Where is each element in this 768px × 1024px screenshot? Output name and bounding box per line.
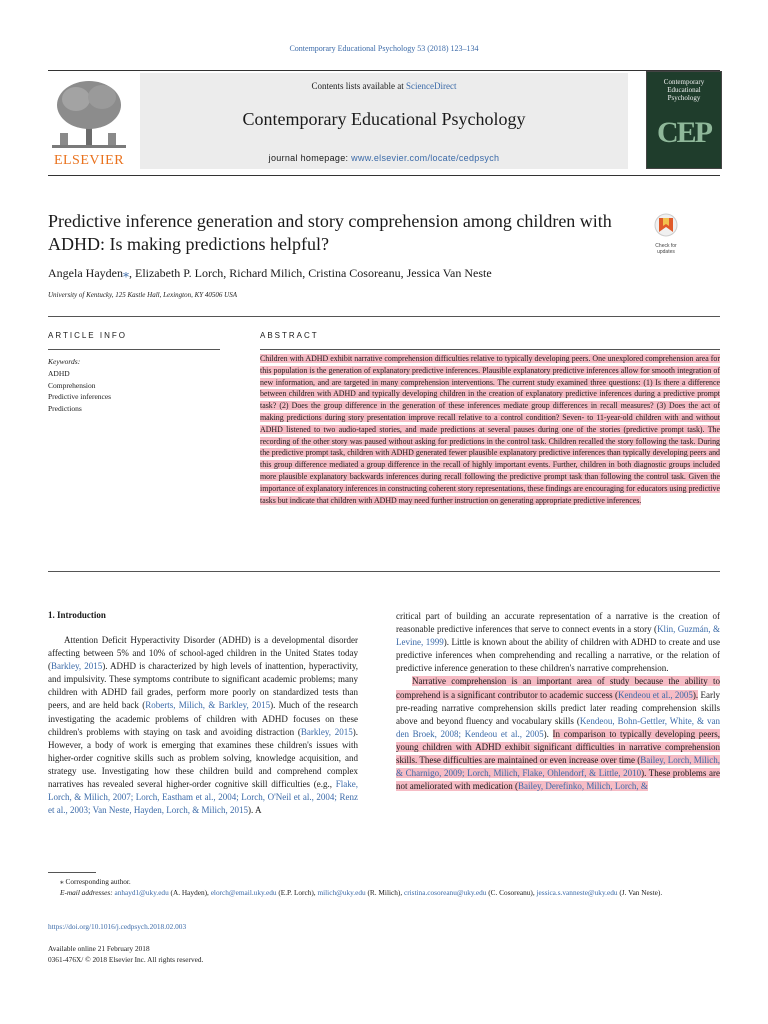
affiliation: University of Kentucky, 125 Kastle Hall, Lexington, KY 40506 USA: [48, 291, 237, 299]
citation-link[interactable]: Barkley, 2015: [300, 726, 353, 737]
keywords-block: [48, 356, 111, 415]
intro-paragraph: [396, 675, 720, 793]
badge-label-1: Check for: [655, 243, 677, 249]
keywords-label: Keywords:: [48, 357, 81, 366]
email-owner: (J. Van Neste).: [617, 888, 663, 897]
footnote-rule: [48, 872, 96, 873]
email-link[interactable]: milich@uky.edu: [317, 888, 366, 897]
text-run: ). A: [248, 805, 262, 816]
keyword: Comprehension: [48, 380, 96, 390]
citation-link[interactable]: Kendeou, Bohn-Gettler, White, & van den Broek, 2008; Kendeou et al., 2005: [396, 715, 720, 739]
email-owner: (R. Milich),: [365, 888, 404, 897]
text-run: ). Much of the research investigating the academic problems of children with ADHD focuses on these children's problems with staying on task and avoiding distraction (: [48, 700, 358, 737]
email-list: [48, 887, 720, 898]
keyword: Predictive inferences: [48, 392, 112, 402]
email-owner: (E.P. Lorch),: [276, 888, 318, 897]
email-link[interactable]: elorch@email.uky.edu: [210, 888, 277, 897]
citation-link[interactable]: Bailey, Derefinko, Milich, Lorch, &: [517, 781, 648, 792]
corresponding-mark[interactable]: ⁎: [122, 266, 129, 280]
journal-banner: [140, 73, 628, 169]
email-link[interactable]: anhayd1@uky.edu: [114, 888, 169, 897]
text-run: In comparison to typically developing peers, young children with ADHD exhibit significant difficulties in narrative comprehension skills. These difficulties are maintained or even increase over time (: [396, 728, 720, 766]
cover-abbrev: CEP: [657, 116, 711, 149]
publisher-name: ELSEVIER: [53, 153, 125, 168]
citation-link[interactable]: Klin, Guzmán, & Levine, 1999: [396, 624, 720, 648]
corresponding-note: ⁎ Corresponding author.: [60, 877, 131, 886]
citation-link[interactable]: Flake, Lorch, & Milich, 2007; Lorch, Eastham et al., 2004; Lorch, O'Neil et al., 2004; Renz et al., 2003; Van Neste, Hayden, Lorch, & Milich, 2015: [48, 779, 358, 816]
citation-link[interactable]: Roberts, Milich, & Barkley, 2015: [145, 700, 271, 711]
contents-line: [140, 81, 628, 91]
elsevier-logo: [48, 75, 130, 167]
divider: [48, 316, 720, 317]
keyword: ADHD: [48, 368, 70, 378]
author-rest: , Elizabeth P. Lorch, Richard Milich, Cristina Cosoreanu, Jessica Van Neste: [128, 266, 492, 280]
journal-reference[interactable]: Contemporary Educational Psychology 53 (2018) 123–134: [289, 44, 479, 53]
text-run: ).: [692, 689, 699, 700]
divider: [260, 349, 720, 350]
bookmark-icon: [646, 212, 686, 238]
homepage-label: journal homepage:: [268, 153, 349, 163]
email-link[interactable]: cristina.cosoreanu@uky.edu: [403, 888, 487, 897]
abstract-header: ABSTRACT: [260, 331, 319, 340]
text-run: ). However, a body of work is emerging that examines these children's issues with higher-order cognitive skills such as problem solving, knowledge acquisition, and strategy use. Investigating how these children build and comprehend complex narratives has revealed several higher-order cognitive skill difficulties (e.g.,: [48, 726, 358, 790]
text-run: ). ADHD is characterized by high levels of inattention, hyperactivity, and impulsivity. These symptoms contribute to significant academic problems; many children with ADHD fail grades, perform more poorly on standardized tests than peers, and are held back (: [48, 661, 358, 711]
available-online: Available online 21 February 2018: [48, 944, 150, 953]
footnotes: [48, 876, 720, 898]
elsevier-tree-icon: [48, 75, 130, 153]
text-run: ). These problems are not ameliorated with medication (: [396, 768, 721, 792]
divider: [48, 571, 720, 572]
keyword: Predictions: [48, 404, 82, 414]
intro-paragraph: [396, 610, 720, 675]
journal-header: [48, 70, 720, 176]
contents-prefix: Contents lists available at: [311, 81, 404, 91]
homepage-link[interactable]: www.elsevier.com/locate/cedpsych: [351, 153, 500, 163]
text-run: Attention Deficit Hyperactivity Disorder (ADHD) is a developmental disorder affecting between 5% and 10% of school-aged children in the United States today (: [48, 635, 358, 672]
text-run: critical part of building an accurate representation of a narrative is the creation of reasonable predictive inferences that serve to connect events in a story (: [396, 611, 720, 635]
check-for-updates-badge[interactable]: [646, 212, 686, 255]
citation-link[interactable]: Barkley, 2015: [51, 661, 103, 672]
abstract-text: [260, 353, 720, 506]
copyright: 0361-476X/ © 2018 Elsevier Inc. All rights reserved.: [48, 955, 204, 964]
cover-title: Contemporary Educational Psychology: [663, 78, 705, 102]
article-info-header: ARTICLE INFO: [48, 331, 127, 340]
citation-link[interactable]: Bailey, Lorch, Milich, & Charnigo, 2009; Lorch, Milich, Flake, Ohlendorf, & Little, 2010: [396, 755, 720, 779]
intro-column-right: [396, 610, 720, 793]
email-owner: (C. Cosoreanu),: [486, 888, 537, 897]
text-run: ). Little is known about the ability of children with ADHD to create and use predictive inferences when comprehending and recalling a narrative, or the relation of predictive inference generation to these children's narrative comprehension.: [396, 637, 720, 674]
email-link[interactable]: jessica.s.vanneste@uky.edu: [536, 888, 618, 897]
intro-paragraph: [48, 634, 358, 817]
divider: [48, 349, 220, 350]
text-run: ).: [543, 728, 553, 739]
badge-label-2: updates: [657, 249, 675, 255]
citation-link[interactable]: Kendeou et al., 2005: [617, 689, 693, 700]
email-label: E-mail addresses:: [60, 888, 113, 897]
author-list: [48, 266, 688, 281]
doi-link[interactable]: https://doi.org/10.1016/j.cedpsych.2018.02.003: [48, 922, 187, 931]
article-title: Predictive inference generation and story comprehension among children with ADHD: Is making predictions helpful?: [48, 211, 612, 254]
journal-cover[interactable]: [646, 71, 722, 169]
journal-title: Contemporary Educational Psychology: [242, 109, 526, 129]
section-heading: 1. Introduction: [48, 610, 106, 620]
email-owner: (A. Hayden),: [168, 888, 211, 897]
author-first: Angela Hayden: [48, 266, 123, 280]
text-run: Early pre-reading narrative comprehension skills predict later reading comprehension skills above and beyond fluency and vocabulary skills (: [396, 689, 720, 726]
journal-homepage: [140, 153, 628, 163]
text-run: Narrative comprehension is an important area of study because the ability to comprehend is a significant contributor to academic success (: [396, 676, 720, 700]
sciencedirect-link[interactable]: ScienceDirect: [406, 81, 457, 91]
abstract-highlight: Children with ADHD exhibit narrative comprehension difficulties relative to typically developing peers. One unexplored comprehension area for this population is the generation of explanatory predictive inferences. Plausible explanatory predictive inferences allow for smooth integration of new information, and are targeted in many comprehension interventions. The current study examined three questions: (1) Is there a difference between children with ADHD and typically developing children in the creation of explanatory predictive inferences during a predictive prompt task? (2) Does the group difference in the generation of these inferences mediate group differences in recall measures? (3) Does the act of making predictions during story presentation improve recall relative to a control condition? Seven- to 11-year-old children with and without ADHD listened to two audio-taped stories, and made predictions at several pauses during one of the stories (predictive prompt task). The recording of the other story was paused without asking for predictions in the control task. Children recalled the story following the task. During the predictive prompt task, children with ADHD generated fewer plausible explanatory predictive inferences than typically developing peers and this group difference mediated a group difference in the recall of highly important events. Further, children in both diagnostic groups included more plausible explanatory backwards inferences during recall following the predictive prompt task than following the control task. Given the importance of explanatory inferences in constructing coherent story representations, these findings are encouraging for educators using predictive tasks but indicate that children with ADHD may need further instruction on generating appropriate predictive inferences.: [260, 354, 720, 505]
intro-column-left: [48, 634, 358, 817]
